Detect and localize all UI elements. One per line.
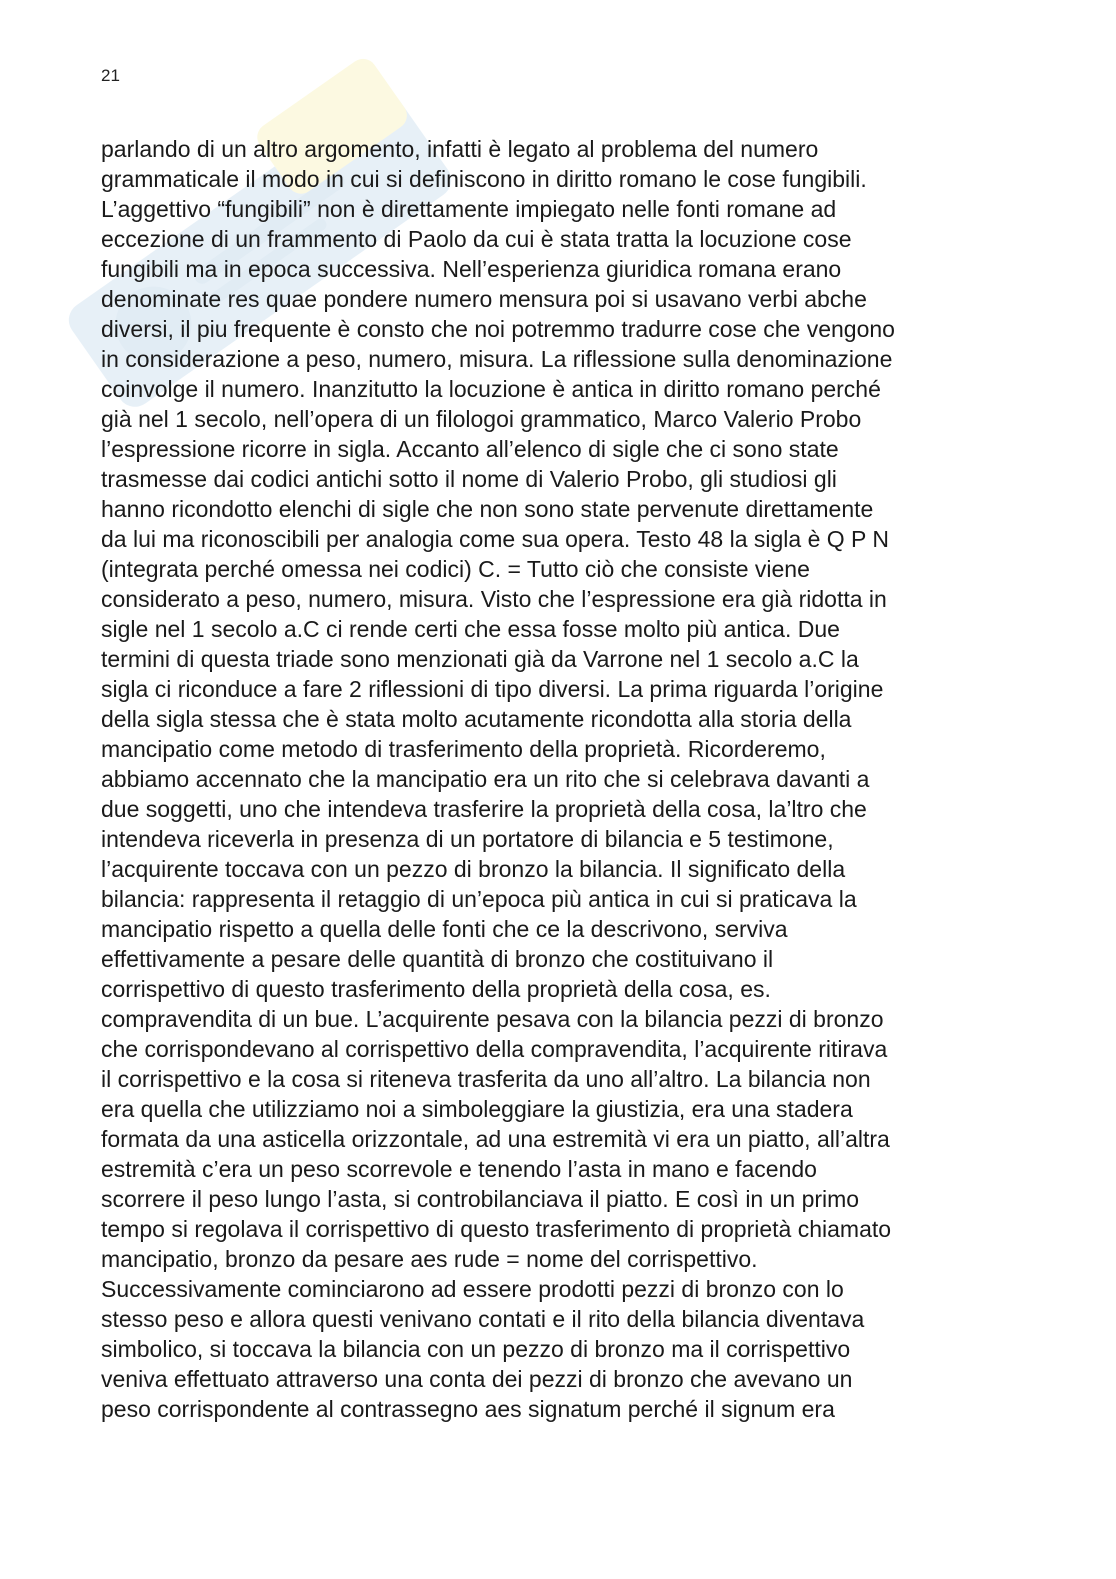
text-line: abbiamo accennato che la mancipatio era un rito che si celebrava davanti a [101, 766, 870, 792]
text-line: intendeva riceverla in presenza di un portatore di bilancia e 5 testimone, [101, 826, 834, 852]
text-line: simbolico, si toccava la bilancia con un pezzo di bronzo ma il corrispettivo [101, 1336, 851, 1362]
text-line: L’aggettivo “fungibili” non è direttamente impiegato nelle fonti romane ad [101, 196, 837, 222]
text-line: diversi, il piu frequente è consto che noi potremmo tradurre cose che vengono [101, 316, 895, 342]
text-line: in considerazione a peso, numero, misura. La riflessione sulla denominazione [101, 346, 893, 372]
text-line: parlando di un altro argomento, infatti è legato al problema del numero [101, 136, 819, 162]
text-line: (integrata perché omessa nei codici) C. = Tutto ciò che consiste viene [101, 556, 810, 582]
text-line: due soggetti, uno che intendeva trasferire la proprietà della cosa, la’ltro che [101, 796, 867, 822]
text-line: mancipatio, bronzo da pesare aes rude = nome del corrispettivo. [101, 1246, 758, 1272]
text-line: effettivamente a pesare delle quantità di bronzo che costituivano il [101, 946, 774, 972]
text-line: grammaticale il modo in cui si definiscono in diritto romano le cose fungibili. [101, 166, 867, 192]
text-line: veniva effettuato attraverso una conta dei pezzi di bronzo che avevano un [101, 1366, 853, 1392]
text-line: coinvolge il numero. Inanzitutto la locuzione è antica in diritto romano perché [101, 376, 881, 402]
text-line: che corrispondevano al corrispettivo della compravendita, l’acquirente ritirava [101, 1036, 888, 1062]
text-line: eccezione di un frammento di Paolo da cui è stata tratta la locuzione cose [101, 226, 852, 252]
text-line: considerato a peso, numero, misura. Visto che l’espressione era già ridotta in [101, 586, 887, 612]
text-line: il corrispettivo e la cosa si riteneva trasferita da uno all’altro. La bilancia non [101, 1066, 871, 1092]
text-line: sigla ci riconduce a fare 2 riflessioni di tipo diversi. La prima riguarda l’origine [101, 676, 884, 702]
text-line: compravendita di un bue. L’acquirente pesava con la bilancia pezzi di bronzo [101, 1006, 884, 1032]
text-line: della sigla stessa che è stata molto acutamente ricondotta alla storia della [101, 706, 852, 732]
body-text [101, 134, 1021, 1424]
text-line: l’acquirente toccava con un pezzo di bronzo la bilancia. Il significato della [101, 856, 846, 882]
text-line: bilancia: rappresenta il retaggio di un’epoca più antica in cui si praticava la [101, 886, 857, 912]
text-line: era quella che utilizziamo noi a simboleggiare la giustizia, era una stadera [101, 1096, 853, 1122]
text-line: scorrere il peso lungo l’asta, si controbilanciava il piatto. E così in un primo [101, 1186, 860, 1212]
text-line: estremità c’era un peso scorrevole e tenendo l’asta in mano e facendo [101, 1156, 817, 1182]
text-line: peso corrispondente al contrassegno aes signatum perché il signum era [101, 1396, 835, 1422]
text-line: denominate res quae pondere numero mensura poi si usavano verbi abche [101, 286, 867, 312]
text-line: l’espressione ricorre in sigla. Accanto all’elenco di sigle che ci sono state [101, 436, 839, 462]
text-line: tempo si regolava il corrispettivo di questo trasferimento di proprietà chiamato [101, 1216, 892, 1242]
page-number: 21 [101, 66, 120, 85]
text-line: termini di questa triade sono menzionati già da Varrone nel 1 secolo a.C la [101, 646, 859, 672]
text-line: da lui ma riconoscibili per analogia come sua opera. Testo 48 la sigla è Q P N [101, 526, 889, 552]
text-line: sigle nel 1 secolo a.C ci rende certi che essa fosse molto più antica. Due [101, 616, 840, 642]
text-line: Successivamente cominciarono ad essere prodotti pezzi di bronzo con lo [101, 1276, 844, 1302]
text-line: mancipatio come metodo di trasferimento della proprietà. Ricorderemo, [101, 736, 826, 762]
text-line: formata da una asticella orizzontale, ad una estremità vi era un piatto, all’altra [101, 1126, 890, 1152]
text-line: corrispettivo di questo trasferimento della proprietà della cosa, es. [101, 976, 771, 1002]
text-line: fungibili ma in epoca successiva. Nell’esperienza giuridica romana erano [101, 256, 842, 282]
text-line: mancipatio rispetto a quella delle fonti che ce la descrivono, serviva [101, 916, 788, 942]
text-line: stesso peso e allora questi venivano contati e il rito della bilancia diventava [101, 1306, 865, 1332]
text-line: già nel 1 secolo, nell’opera di un filologoi grammatico, Marco Valerio Probo [101, 406, 862, 432]
text-line: hanno ricondotto elenchi di sigle che non sono state pervenute direttamente [101, 496, 874, 522]
text-line: trasmesse dai codici antichi sotto il nome di Valerio Probo, gli studiosi gli [101, 466, 837, 492]
